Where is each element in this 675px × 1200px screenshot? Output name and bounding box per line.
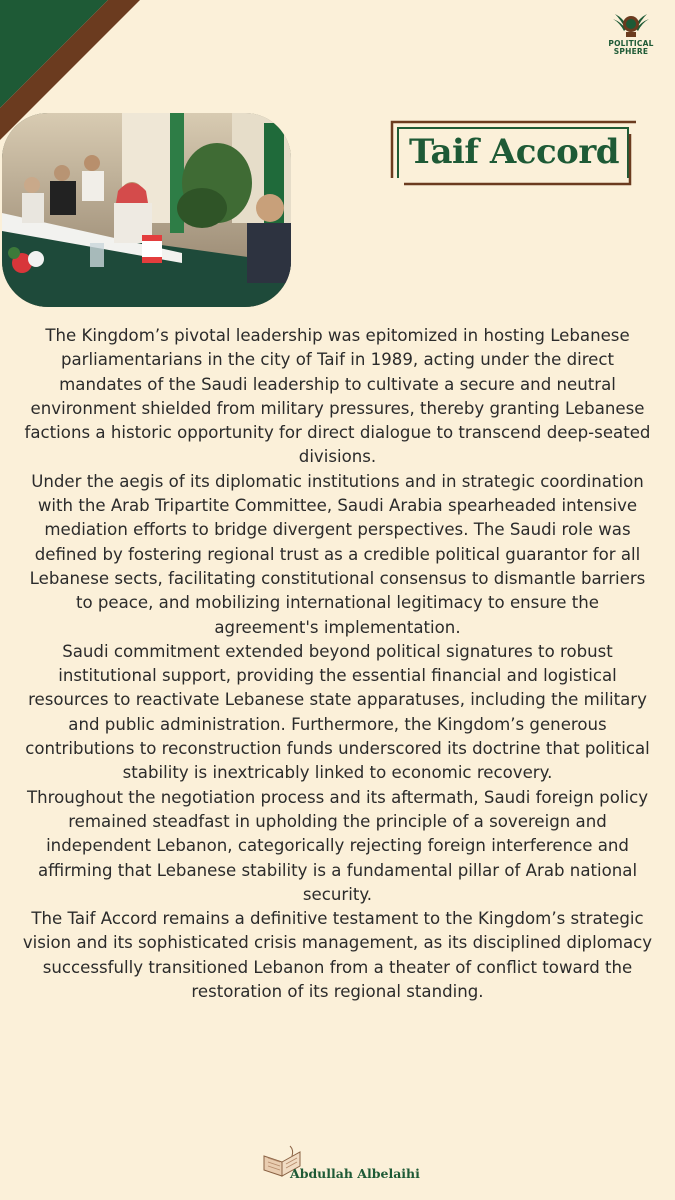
paragraph-5: The Taif Accord remains a definitive testament to the Kingdom’s strategic vision and its sophisticated crisis management, as its disciplined diplomacy successfully transitioned Lebanon from a theater of conflict toward the restoration of its regional standing. — [22, 909, 653, 1002]
paragraph-1: The Kingdom’s pivotal leadership was epitomized in hosting Lebanese parliamentarians in the city of Taif in 1989, acting under the direct mandates of the Saudi leadership to cultivate a secure and neutral environment shielded from military pressures, thereby granting Lebanese factions a historic opportunity for direct dialogue to transcend deep-seated divisions. — [24, 326, 651, 467]
logo-text-line2: SPHERE — [613, 47, 649, 56]
author-name: Abdullah Albelaihi — [290, 1166, 420, 1181]
paragraph-4: Throughout the negotiation process and its aftermath, Saudi foreign policy remained steadfast in upholding the principle of a sovereign and independent Lebanon, categorically rejecting foreign interference and affirming that Lebanese stability is a fundamental pillar of Arab national security. — [26, 787, 649, 904]
author-signature — [260, 1142, 440, 1182]
brand-logo — [604, 10, 658, 58]
title-block — [390, 120, 638, 186]
article-body — [22, 324, 653, 1004]
logo-text-line1: POLITICAL — [608, 39, 654, 48]
conference-photo — [2, 113, 291, 307]
paragraph-3: Saudi commitment extended beyond political signatures to robust institutional support, providing the essential financial and logistical resources to reactivate Lebanese state apparatuses, including the military and public administration. Furthermore, the Kingdom’s generous contributions to reconstruction funds underscored its doctrine that political stability is inextricably linked to economic recovery. — [25, 641, 650, 783]
page-title: Taif Accord — [408, 132, 620, 172]
eagle-emblem-icon — [611, 10, 651, 40]
paragraph-2: Under the aegis of its diplomatic institutions and in strategic coordination with the Arab Tripartite Committee, Saudi Arabia spearheaded intensive mediation efforts to bridge divergent perspectives. The Saudi role was defined by fostering regional trust as a credible political guarantor for all Lebanese sects, facilitating constitutional consensus to dismantle barriers to peace, and mobilizing international legitimacy to ensure the agreement's implementation. — [29, 471, 646, 637]
